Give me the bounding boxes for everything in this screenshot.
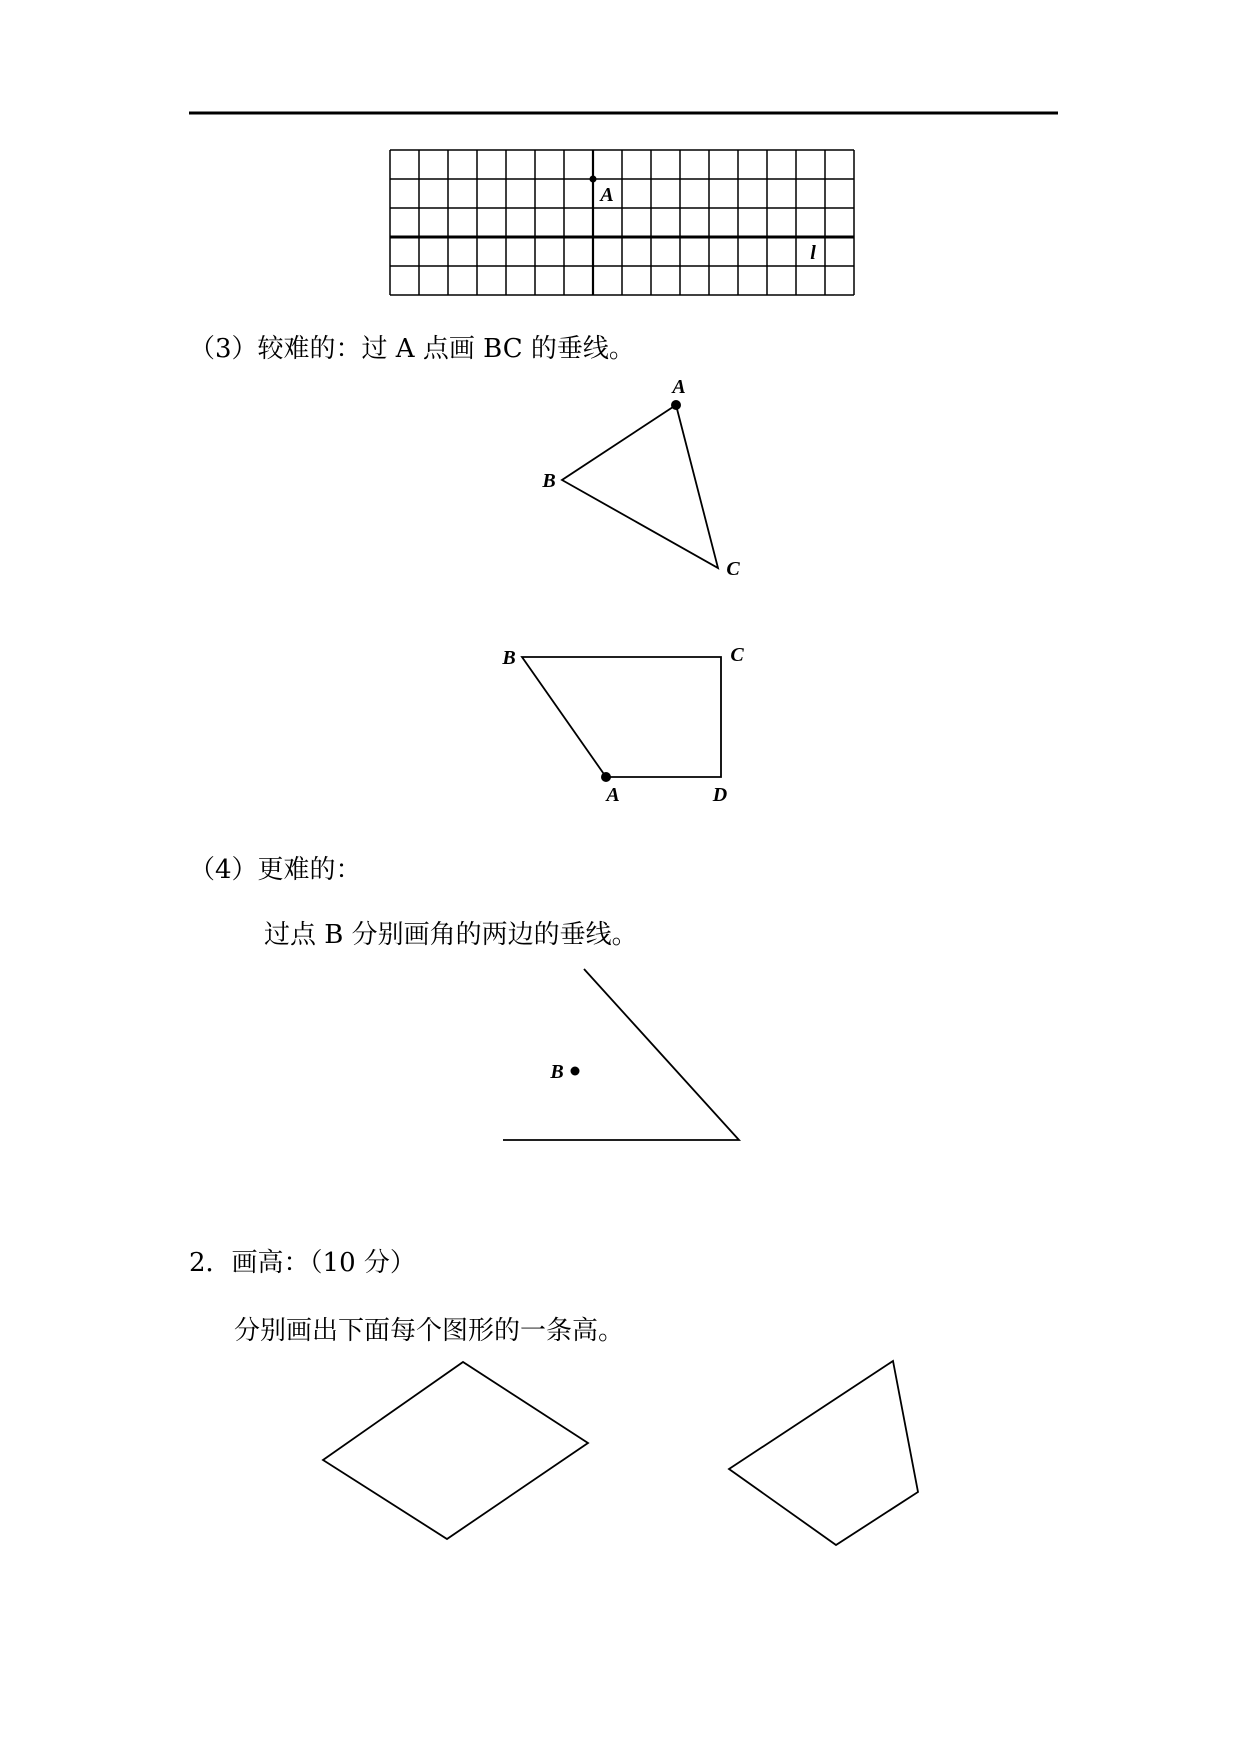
quadrilateral-abcd <box>522 657 721 777</box>
grid-label-a: A <box>600 184 614 206</box>
rhombus <box>323 1362 588 1539</box>
quad-label-c: C <box>730 644 744 666</box>
angle-figure <box>503 969 739 1140</box>
question-2-title: 2．画高：（10 分） <box>189 1248 416 1278</box>
question-part-4-text: 过点 B 分别画角的两边的垂线。 <box>264 920 638 950</box>
triangle-label-c: C <box>726 558 740 580</box>
triangle-abc <box>562 405 718 568</box>
quad-label-d: D <box>712 784 728 806</box>
question-part-3: （3）较难的：过 A 点画 BC 的垂线。 <box>189 334 635 364</box>
quadrilateral-point-a <box>601 772 611 782</box>
grid-label-l: l <box>810 242 816 264</box>
angle-point-b <box>571 1067 580 1076</box>
triangle-point-a <box>671 400 681 410</box>
triangle-label-b: B <box>542 470 556 492</box>
grid-figure <box>390 150 854 295</box>
grid-point-a <box>590 176 597 183</box>
triangle-label-a: A <box>672 376 686 398</box>
quad-label-b: B <box>502 647 516 669</box>
quad-label-a: A <box>606 784 620 806</box>
irregular-quadrilateral <box>729 1361 918 1545</box>
angle-label-b: B <box>550 1061 564 1083</box>
question-part-4-title: （4）更难的： <box>189 855 362 885</box>
question-2-text: 分别画出下面每个图形的一条高。 <box>234 1316 625 1346</box>
